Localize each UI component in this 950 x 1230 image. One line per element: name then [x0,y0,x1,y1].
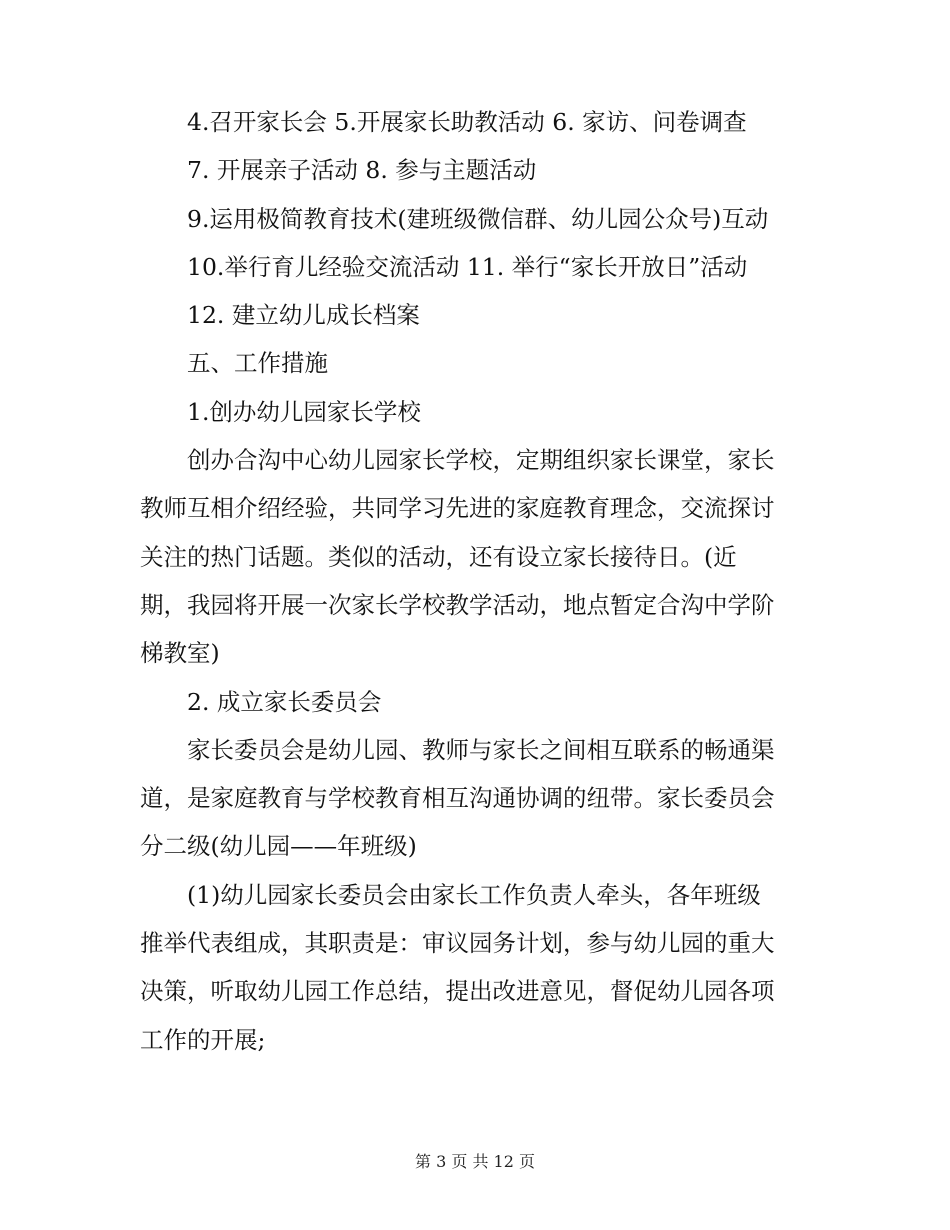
list-line-items-7-8: 7. 开展亲子活动 8. 参与主题活动 [187,156,537,185]
document-body [140,98,812,1064]
paragraph-line: 分二级(幼儿园——年班级) [140,832,417,861]
paragraph-line: 教师互相介绍经验，共同学习先进的家庭教育理念，交流探讨 [140,494,775,523]
paragraph-line: 家长委员会是幼儿园、教师与家长之间相互联系的畅通渠 [187,735,775,764]
paragraph-line: 决策，听取幼儿园工作总结，提出改进意见，督促幼儿园各项 [140,977,775,1006]
list-line-item-12: 12. 建立幼儿成长档案 [187,301,420,330]
list-line-items-10-11: 10.举行育儿经验交流活动 11. 举行“家长开放日”活动 [187,252,748,281]
subheading-parent-committee: 2. 成立家长委员会 [187,687,382,716]
paragraph-line: (1)幼儿园家长委员会由家长工作负责人牵头，各年班级 [187,880,761,909]
paragraph-line: 梯教室) [140,639,220,668]
paragraph-line: 期，我园将开展一次家长学校教学活动，地点暂定合沟中学阶 [140,590,775,619]
paragraph-line: 工作的开展; [140,1025,266,1054]
paragraph-line: 关注的热门话题。类似的活动，还有设立家长接待日。(近 [140,542,737,571]
page-number-footer: 第 3 页 共 12 页 [415,1152,535,1171]
list-line-item-9: 9.运用极简教育技术(建班级微信群、幼儿园公众号)互动 [187,204,769,233]
subheading-parent-school: 1.创办幼儿园家长学校 [187,397,421,426]
paragraph-line: 创办合沟中心幼儿园家长学校，定期组织家长课堂，家长 [187,446,775,475]
paragraph-line: 道，是家庭教育与学校教育相互沟通协调的纽带。家长委员会 [140,784,775,813]
list-line-items-4-6: 4.召开家长会 5.开展家长助教活动 6. 家访、问卷调查 [187,108,747,136]
paragraph-line: 推举代表组成，其职责是：审议园务计划，参与幼儿园的重大 [140,929,775,958]
section-heading-work-measures: 五、工作措施 [187,349,328,378]
